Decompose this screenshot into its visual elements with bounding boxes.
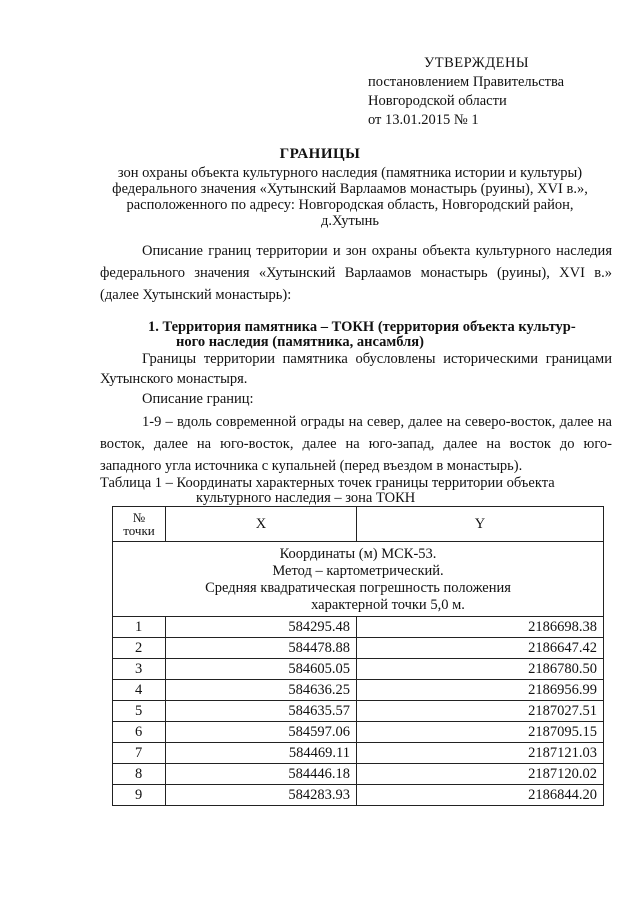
point-number: 8 (113, 764, 166, 785)
point-y: 2186647.42 (357, 638, 604, 659)
document-subtitle: зон охраны объекта культурного наследия (памятника истории и культуры) федерального значения «Хутынский Варлаамов монастырь (руины), XVI в.», расположенного по адресу: Новгородская область, Новгородский район, д.Хутынь (112, 165, 588, 229)
table-row (113, 659, 604, 680)
approval-line-2: Новгородской области (368, 93, 507, 109)
point-number: 7 (113, 743, 166, 764)
table-row (113, 617, 604, 638)
route-paragraph (100, 411, 612, 477)
point-number: 3 (113, 659, 166, 680)
point-x: 584635.57 (166, 701, 357, 722)
header-point-number-label: точки (123, 523, 155, 538)
bounds-text: Границы территории памятника обусловлены историческими границами Хутынского монастыря. (100, 351, 612, 387)
header-point-number-symbol: № (132, 510, 146, 525)
intro-paragraph (100, 240, 612, 306)
point-number: 5 (113, 701, 166, 722)
coordinate-meta (113, 542, 604, 617)
approval-stamp (368, 54, 564, 130)
point-y: 2186780.50 (357, 659, 604, 680)
table-header-row (113, 507, 604, 542)
point-x: 584446.18 (166, 764, 357, 785)
meta-line-2: Метод – картометрический. (272, 563, 444, 579)
description-label: Описание границ: (142, 391, 254, 407)
table-row (113, 701, 604, 722)
point-x: 584469.11 (166, 743, 357, 764)
table-caption-line-2: культурного наследия – зона ТОКН (196, 490, 416, 506)
point-number: 9 (113, 785, 166, 806)
point-y: 2187120.02 (357, 764, 604, 785)
bounds-paragraph (100, 349, 612, 389)
point-y: 2186844.20 (357, 785, 604, 806)
section-1-heading-line-1: 1. Территория памятника – ТОКН (территория объекта культур- (148, 319, 576, 335)
table-row (113, 680, 604, 701)
table-row (113, 743, 604, 764)
section-1-heading (148, 320, 608, 350)
table-row (113, 785, 604, 806)
point-x: 584597.06 (166, 722, 357, 743)
point-x: 584605.05 (166, 659, 357, 680)
point-y: 2187121.03 (357, 743, 604, 764)
point-y: 2187095.15 (357, 722, 604, 743)
coordinates-table (112, 506, 604, 806)
document-title: ГРАНИЦЫ (279, 146, 361, 162)
header-point-number (113, 507, 166, 542)
table-caption-line-1: Таблица 1 – Координаты характерных точек границы территории объекта (100, 475, 555, 491)
point-x: 584478.88 (166, 638, 357, 659)
section-1-heading-line-2: ного наследия (памятника, ансамбля) (176, 334, 424, 350)
header-y: Y (357, 507, 604, 542)
point-x: 584295.48 (166, 617, 357, 638)
table-row (113, 638, 604, 659)
table-row (113, 722, 604, 743)
point-number: 6 (113, 722, 166, 743)
point-number: 2 (113, 638, 166, 659)
point-y: 2186698.38 (357, 617, 604, 638)
meta-line-3: Средняя квадратическая погрешность положения (205, 580, 511, 596)
header-x: X (166, 507, 357, 542)
point-x: 584283.93 (166, 785, 357, 806)
point-number: 1 (113, 617, 166, 638)
meta-line-4: характерной точки 5,0 м. (311, 597, 465, 613)
route-text: 1-9 – вдоль современной ограды на север, далее на северо-восток, далее на восток, далее на юго-восток, далее на юго-запад, далее на восток до юго-западного угла источника с купальней (перед въездом в монастырь). (100, 414, 612, 474)
approval-heading: УТВЕРЖДЕНЫ (424, 55, 530, 71)
point-number: 4 (113, 680, 166, 701)
point-x: 584636.25 (166, 680, 357, 701)
approval-line-3: от 13.01.2015 № 1 (368, 112, 479, 128)
coordinate-meta-row (113, 542, 604, 617)
intro-text: Описание границ территории и зон охраны объекта культурного наследия федерального значения «Хутынский Варлаамов монастырь (руины), XVI в.» (далее Хутынский монастырь): (100, 243, 612, 303)
point-y: 2187027.51 (357, 701, 604, 722)
meta-line-1: Координаты (м) МСК-53. (279, 546, 437, 562)
approval-line-1: постановлением Правительства (368, 74, 565, 90)
point-y: 2186956.99 (357, 680, 604, 701)
table-caption (100, 476, 555, 506)
table-row (113, 764, 604, 785)
